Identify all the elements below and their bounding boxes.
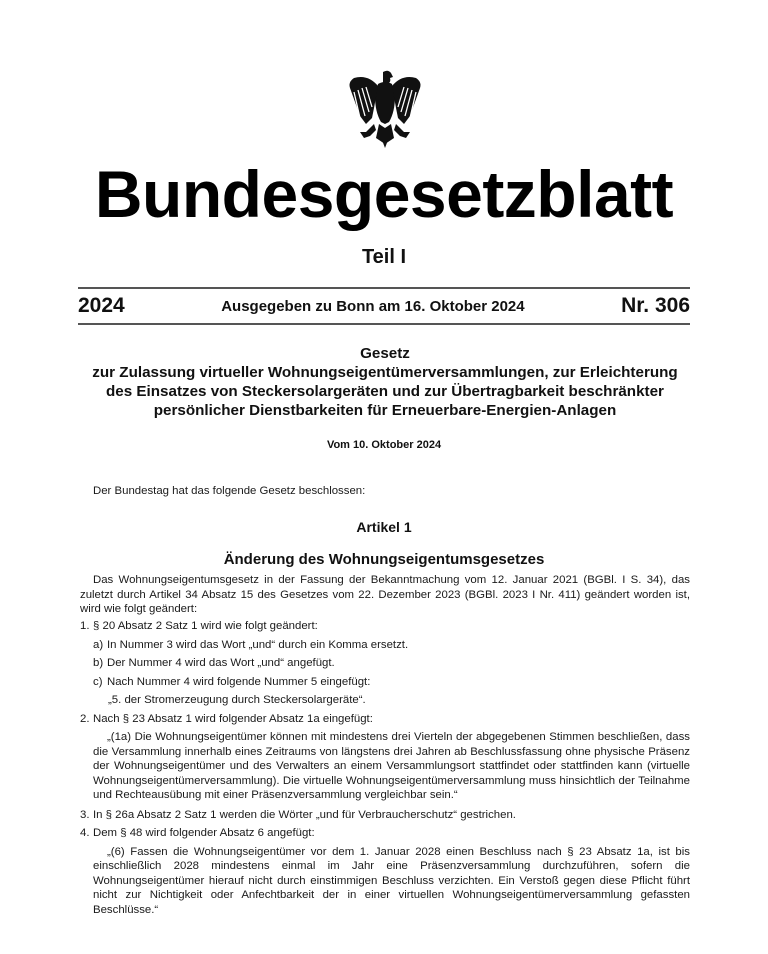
amendment-list: [80, 619, 690, 922]
item-number: 1.: [80, 620, 90, 632]
item-text: § 20 Absatz 2 Satz 1 wird wie folgt geändert:: [93, 620, 318, 632]
sub-item-text: Nach Nummer 4 wird folgende Nummer 5 eingefügt:: [107, 675, 371, 688]
issue-date: Ausgegeben zu Bonn am 16. Oktober 2024: [221, 297, 525, 315]
item-text: In § 26a Absatz 2 Satz 1 werden die Wörter „und für Verbraucherschutz“ gestrichen.: [93, 808, 516, 821]
sub-item-letter: c): [93, 675, 103, 688]
list-item: [80, 808, 690, 823]
preamble: Der Bundestag hat das folgende Gesetz beschlossen:: [93, 485, 366, 497]
law-date: Vom 10. Oktober 2024: [326, 439, 442, 451]
sub-item: [93, 675, 690, 690]
issue-bar: [78, 291, 690, 321]
inserted-paragraph: „(6) Fassen die Wohnungseigentümer vor dem 1. Januar 2028 einen Beschluss nach § 23 Absatz 1a, ist bis einschließlich 2028 mindestens einmal im Jahr eine Präsenzversammlung durchzuführen, sofern die Wohnungseigentümer hierauf nicht durch einstimmigen Beschluss verzichten. Ein Verstoß gegen diese Pflicht führt nicht zur Nichtigkeit oder Anfechtbarkeit der in einer virtuellen Wohnungseigentümerversammlung gefassten Beschlüsse.“: [93, 845, 690, 916]
sub-item-text: Der Nummer 4 wird das Wort „und“ angefügt.: [107, 657, 335, 669]
law-title-line: persönlicher Dienstbarkeiten für Erneuerbare-Energien-Anlagen: [153, 402, 617, 419]
item-number: 3.: [80, 808, 90, 821]
masthead-title: Bundesgesetzblatt: [94, 157, 674, 231]
law-title-line: des Einsatzes von Steckersolargeräten und zur Übertragbarkeit beschränkter: [106, 383, 664, 400]
divider-top: [78, 287, 690, 289]
list-item: [80, 619, 690, 634]
inserted-paragraph: „(1a) Die Wohnungseigentümer können mit mindestens drei Vierteln der abgegebenen Stimmen beschließen, dass die Versammlung innerhalb eines Zeitraums von längstens drei Jahren ab Beschlussfassung ohne physische Präsenz der Wohnungseigentümer und des Verwalters an einem Versammlungsort stattfindet oder stattfinden kann (virtuelle Wohnungseigentümerversammlung). Die virtuelle Wohnungseigentümerversammlung muss hinsichtlich der Teilnahme und Rechteausübung mit einer Präsenzversammlung vergleichbar sein.“: [93, 731, 690, 801]
law-title: [70, 344, 700, 420]
sub-item-letter: a): [93, 638, 104, 651]
law-title-line: zur Zulassung virtueller Wohnungseigentümerversammlungen, zur Erleichterung: [92, 364, 678, 381]
issue-number: Nr. 306: [621, 294, 690, 317]
sub-item-letter: b): [93, 657, 104, 669]
list-item: [80, 712, 690, 727]
item-text: Nach § 23 Absatz 1 wird folgender Absatz 1a eingefügt:: [93, 712, 373, 725]
issue-year: 2024: [78, 294, 125, 317]
item-number: 4.: [80, 827, 90, 839]
article-heading: Änderung des Wohnungseigentumsgesetzes: [223, 551, 545, 568]
item-text: Dem § 48 wird folgender Absatz 6 angefügt:: [93, 827, 315, 839]
sub-item-text: In Nummer 3 wird das Wort „und“ durch ein Komma ersetzt.: [107, 638, 409, 651]
law-title-line: Gesetz: [360, 345, 410, 362]
federal-eagle-icon: [340, 66, 430, 152]
gazette-part: Teil I: [361, 246, 407, 268]
list-item: [80, 826, 690, 841]
article-intro: Das Wohnungseigentumsgesetz in der Fassung der Bekanntmachung vom 12. Januar 2021 (BGBl. I S. 34), das zuletzt durch Artikel 34 Absatz 15 des Gesetzes vom 22. Dezember 2023 (BGBl. 2023 I Nr. 411) geändert worden ist, wird wie folgt geändert:: [80, 574, 690, 615]
article-number: Artikel 1: [356, 519, 412, 535]
sub-item: [93, 638, 690, 653]
item-number: 2.: [80, 712, 90, 725]
divider-bottom: [78, 323, 690, 325]
sub-item: [93, 656, 690, 671]
inserted-text: „5. der Stromerzeugung durch Steckersolargeräte“.: [108, 694, 366, 706]
